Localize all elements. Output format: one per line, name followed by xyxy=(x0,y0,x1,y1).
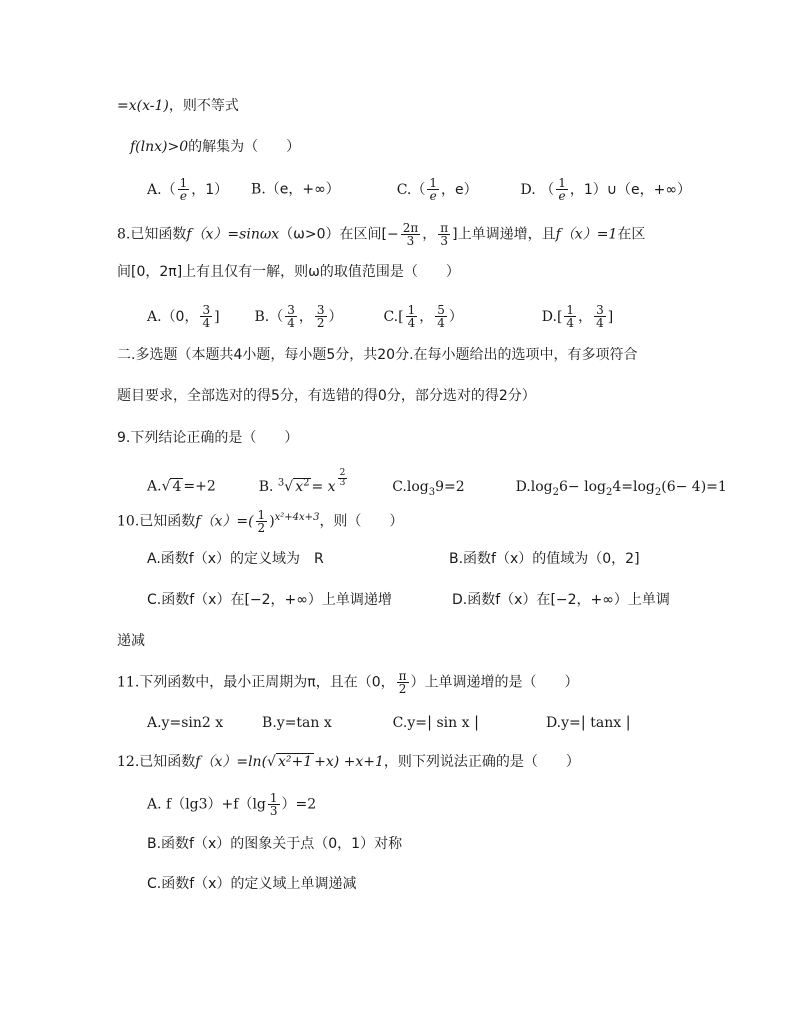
q11-option-b[interactable]: B.y=tan x xyxy=(262,715,332,731)
section2-instructions: 题目要求，全部选对的得5分，有选错的得0分，部分选对的得2分） xyxy=(117,388,536,404)
q8-options xyxy=(147,304,613,329)
q9-option-b[interactable]: B. $^3$√ $x^2 = x$ $\frac{2}{3}$ xyxy=(258,468,346,495)
q12-stem: 12.已知函数f（x）=ln(√ x²+1 +x) +x+1，则下列说法正确的是（ ） xyxy=(117,754,580,770)
section2-heading: 二.多选题（本题共4小题，每小题5分，共20分.在每小题给出的选项中，有多项符合 xyxy=(117,347,638,363)
q11-options xyxy=(147,712,631,733)
cbrt-icon: √ xyxy=(284,478,294,495)
q7-options xyxy=(147,177,691,202)
q9-option-a[interactable]: A.√ 4 =+2 xyxy=(147,478,216,495)
abs-bar-icon: | xyxy=(473,713,480,731)
q7-line2 xyxy=(130,137,300,157)
q7-option-c[interactable]: C.（ $\frac{1}{e}$ ，e） xyxy=(396,176,478,203)
abs-bar-icon: | xyxy=(580,713,586,731)
q9-options xyxy=(147,469,727,502)
q10-option-c[interactable]: C.函数f（x）在[−2，+∞）上单调递增 xyxy=(147,592,392,608)
q9-option-d[interactable]: $D.\log_26- \log_24=\log_2(6- 4)=1$ xyxy=(515,478,727,498)
q10-stem: 10.已知函数f（x）=( $\frac{1}{2}$ )$^{x^2+4x+3}$，则（ ） xyxy=(117,508,404,536)
q9-option-c[interactable]: $C.\log_39=2$ xyxy=(392,478,465,498)
q8-stem-line1: 8.已知函数f（x）=sinωx（ω>0）在区间[− $\frac{2\pi}{3}$ ， $\frac{\pi}{3}$ ]上单调递增，且f（x）=1在区 xyxy=(117,221,646,248)
q7-ask: 的解集为（ ） xyxy=(188,139,301,155)
q12-option-b[interactable]: B.函数f（x）的图象关于点（0，1）对称 xyxy=(147,836,403,852)
q10-option-a[interactable]: A.函数f（x）的定义域为 R xyxy=(147,551,324,567)
q7-ineq: f(lnx)>0 xyxy=(130,139,189,155)
q7-text: ，则不等式 xyxy=(168,98,239,114)
q7-option-d[interactable]: D. （ $\frac{1}{e}$ ，1）∪（e，+∞） xyxy=(520,176,691,203)
q8-option-d[interactable]: D.[ $\frac{1}{4}$ ， $\frac{3}{4}$ ] xyxy=(541,303,614,330)
q8-option-c[interactable]: C.[ $\frac{1}{4}$ ， $\frac{5}{4}$ ） xyxy=(383,303,463,330)
q11-option-a[interactable]: A.y=sin2 x xyxy=(147,715,224,731)
q7-option-b[interactable]: B.（e，+∞） xyxy=(251,181,340,198)
q8-option-a[interactable]: A.（0， $\frac{3}{4}$ ] xyxy=(147,303,220,330)
q7-option-a[interactable]: A.（ $\frac{1}{e}$ ，1） xyxy=(147,176,229,203)
q7-line1 xyxy=(117,96,239,116)
sqrt-icon: √ xyxy=(267,754,276,770)
q11-option-c[interactable]: C.y=| sin x | xyxy=(392,713,480,731)
q11-stem: 11.下列函数中，最小正周期为π，且在（0， $\frac{\pi}{2}$ ）上单调递增的是（ ） xyxy=(117,669,579,696)
q11-option-d[interactable]: D.y=| tanx | xyxy=(545,713,631,731)
abs-bar-icon: | xyxy=(426,713,433,731)
q9-stem: 9.下列结论正确的是（ ） xyxy=(117,430,299,446)
q10-option-b[interactable]: B.函数f（x）的值域为（0，2] xyxy=(449,551,640,567)
q8-option-b[interactable]: B.（ $\frac{3}{4}$ ， $\frac{3}{2}$ ） xyxy=(254,303,343,330)
sqrt-icon: √ xyxy=(161,478,171,495)
q7-expr: =x(x-1) xyxy=(117,98,169,114)
abs-bar-icon: | xyxy=(625,713,631,731)
q10-option-d-continued: 递减 xyxy=(117,633,145,649)
q12-option-c[interactable]: C.函数f（x）的定义域上单调递减 xyxy=(147,876,357,892)
q10-option-d[interactable]: D.函数f（x）在[−2，+∞）上单调 xyxy=(452,592,670,608)
q12-option-a[interactable]: A. f（lg3）+f（lg $\frac{1}{3}$ ）=2 xyxy=(147,791,317,818)
q8-stem-line2: 间[0，2π]上有且仅有一解，则ω的取值范围是（ ） xyxy=(117,264,460,280)
